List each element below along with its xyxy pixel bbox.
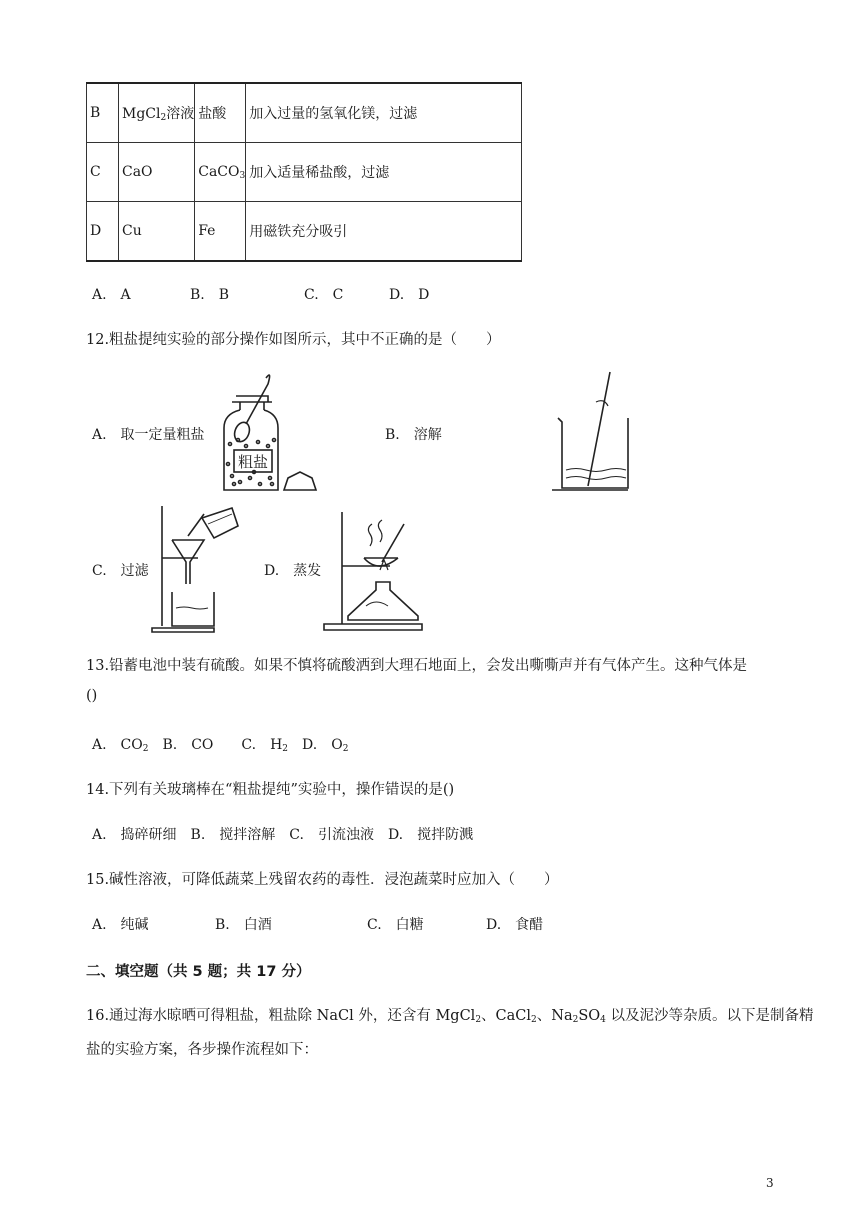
q11-option-a[interactable]: A. A: [92, 287, 131, 303]
table-cell-option: C: [87, 143, 119, 202]
q12-option-d[interactable]: D. 蒸发: [264, 563, 322, 579]
table-cell-impurity: CaCO$_3$: [195, 143, 246, 202]
table-row: [87, 143, 522, 202]
jar-label: 粗盐: [238, 453, 269, 471]
table-row: [87, 83, 522, 143]
table-cell-impurity: 盐酸: [195, 83, 246, 143]
q16-line2: 盐的实验方案，各步操作流程如下：: [86, 1042, 318, 1058]
table-cell-option: D: [87, 202, 119, 262]
q14-stem: 14.下列有关玻璃棒在“粗盐提纯”实验中，操作错误的是(): [86, 782, 455, 798]
table-cell-option: B: [87, 83, 119, 143]
q13-options[interactable]: A. $CO_2$ B. CO C. $H_2$ D. $O_2$: [92, 737, 349, 754]
evaporation-figure: [322, 506, 442, 630]
q16-line1: 16.通过海水晾晒可得粗盐，粗盐除 NaCl 外，还含有 MgCl$_2$、CaCl$_2$、$Na_2SO_4$ 以及泥沙等杂质。以下是制备精: [86, 1008, 814, 1025]
q11-option-c[interactable]: C. C: [304, 287, 344, 303]
beaker-stirring-figure: [552, 370, 642, 494]
q15-option-d[interactable]: D. 食醋: [486, 917, 544, 933]
q15-stem: 15.碱性溶液，可降低蔬菜上残留农药的毒性．浸泡蔬菜时应加入（ ）: [86, 872, 559, 888]
q15-option-c[interactable]: C. 白糖: [367, 917, 424, 933]
q12-option-b[interactable]: B. 溶解: [385, 427, 442, 443]
q12-stem: 12.粗盐提纯实验的部分操作如图所示，其中不正确的是（ ）: [86, 332, 501, 348]
filtration-figure: [148, 500, 248, 634]
q13-stem-line2: (): [86, 688, 98, 704]
q11-option-b[interactable]: B. B: [190, 287, 230, 303]
table-cell-substance: Cu: [119, 202, 195, 262]
q15-option-a[interactable]: A. 纯碱: [92, 917, 149, 933]
table-cell-substance: CaO: [119, 143, 195, 202]
q13-stem-line1: 13.铅蓄电池中装有硫酸。如果不慎将硫酸洒到大理石地面上，会发出嘶嘶声并有气体产生。这种气体是: [86, 658, 748, 674]
section-title: 二、填空题（共 5 题；共 17 分）: [86, 964, 311, 980]
table-cell-method: 加入过量的氢氧化镁，过滤: [246, 83, 522, 143]
table-cell-method: 加入适量稀盐酸，过滤: [246, 143, 522, 202]
table-cell-method: 用磁铁充分吸引: [246, 202, 522, 262]
q11-table: [86, 82, 522, 262]
table-cell-impurity: Fe: [195, 202, 246, 262]
page-number: 3: [766, 1176, 774, 1190]
q15-option-b[interactable]: B. 白酒: [215, 917, 272, 933]
q11-option-d[interactable]: D. D: [389, 287, 430, 303]
q12-option-a[interactable]: A. 取一定量粗盐: [92, 427, 205, 443]
table-cell-substance: MgCl$_2$溶液: [119, 83, 195, 143]
table-row: [87, 202, 522, 262]
q12-option-c[interactable]: C. 过滤: [92, 563, 149, 579]
salt-jar-figure: [214, 372, 334, 494]
q14-options[interactable]: A. 捣碎研细 B. 搅拌溶解 C. 引流浊液 D. 搅拌防溅: [92, 827, 474, 843]
